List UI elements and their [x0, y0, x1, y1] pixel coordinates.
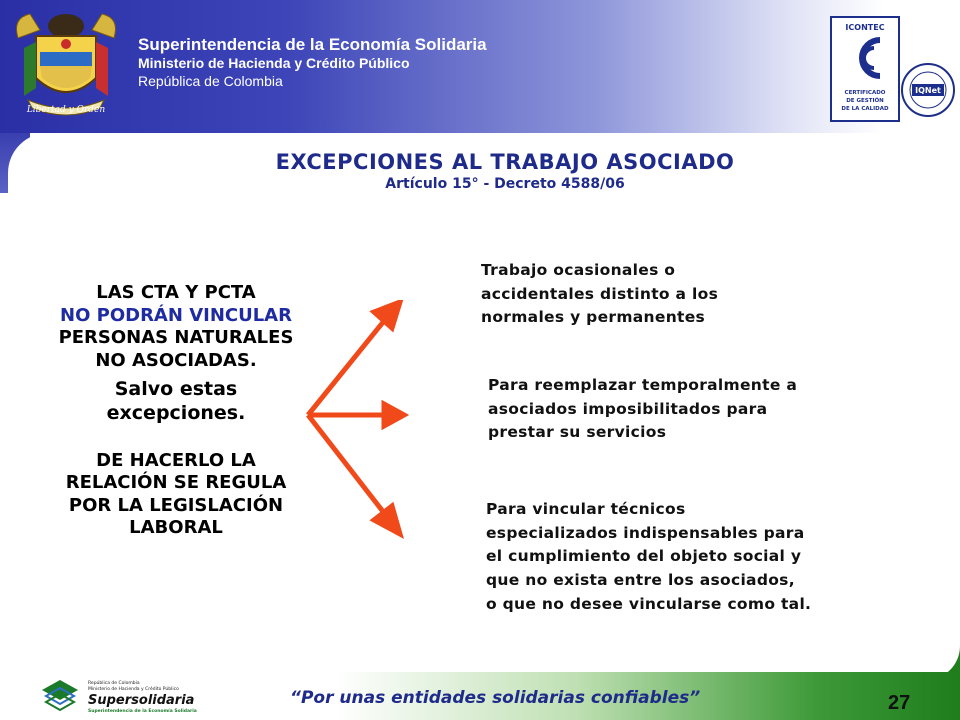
- slide-title: EXCEPCIONES AL TRABAJO ASOCIADO: [275, 150, 735, 174]
- exception-1-line: accidentales distinto a los: [481, 284, 719, 303]
- arrow-down-head: [374, 506, 400, 534]
- exception-3-line: o que no desee vincularse como tal.: [486, 594, 812, 613]
- svg-text:Supersolidaria: Supersolidaria: [88, 693, 195, 708]
- statement-conclusion: DE HACERLO LA RELACIÓN SE REGULA POR LA LEGISLACIÓN LABORAL: [65, 449, 287, 538]
- svg-text:ICONTEC: ICONTEC: [845, 23, 885, 32]
- main-statement: [46, 282, 306, 540]
- exception-2-line: asociados imposibilitados para: [488, 399, 768, 418]
- exception-3-line: Para vincular técnicos: [486, 500, 686, 518]
- arrow-middle-head: [384, 404, 404, 426]
- exception-1-line: normales y permanentes: [481, 308, 706, 327]
- exception-item-3: [486, 498, 936, 617]
- statement-highlight: NO PODRÁN VINCULAR: [60, 304, 292, 326]
- exception-item-1: [481, 259, 821, 330]
- arrow-up-head: [374, 302, 400, 328]
- exception-2-line: Para reemplazar temporalmente a: [488, 376, 798, 394]
- page-number: 27: [888, 692, 911, 714]
- iqnet-logo: [900, 62, 956, 118]
- coat-of-arms-logo: [10, 8, 122, 126]
- statement-subject: LAS CTA Y PCTA: [96, 282, 256, 303]
- exception-item-2: [488, 374, 928, 445]
- icontec-certification-logo: [830, 16, 900, 122]
- statement-exception-intro: Salvo estas excepciones.: [106, 378, 246, 424]
- svg-text:DE GESTIÓN: DE GESTIÓN: [846, 98, 884, 104]
- svg-text:CERTIFICADO: CERTIFICADO: [844, 90, 886, 96]
- supersolidaria-icon: [42, 680, 78, 710]
- organization-name-block: [138, 34, 487, 90]
- exception-1-line: Trabajo ocasionales o: [481, 261, 676, 279]
- svg-text:Libertad y Orden: Libertad y Orden: [26, 105, 106, 115]
- svg-text:Ministerio de Hacienda y Crédi: Ministerio de Hacienda y Crédito Público: [88, 687, 179, 692]
- org-ministry: Ministerio de Hacienda y Crédito Público: [138, 55, 410, 72]
- exception-3-line: el cumplimiento del objeto social y: [486, 547, 802, 566]
- exception-3-line: especializados indispensables para: [486, 523, 805, 542]
- svg-text:República de Colombia: República de Colombia: [88, 681, 140, 686]
- slide-subtitle: Artículo 15° - Decreto 4588/06: [385, 176, 625, 192]
- supersolidaria-logo: [40, 676, 220, 716]
- branch-arrows: [296, 300, 416, 540]
- svg-text:IQNet: IQNet: [915, 86, 941, 95]
- org-name: Superintendencia de la Economía Solidaria: [138, 35, 487, 54]
- org-country: República de Colombia: [138, 72, 283, 89]
- statement-object: PERSONAS NATURALES NO ASOCIADAS.: [58, 327, 294, 371]
- svg-text:Superintendencia de la Economí: Superintendencia de la Economía Solidaria: [88, 709, 197, 714]
- slide-title-block: [0, 150, 960, 192]
- arrow-up: [308, 316, 388, 415]
- exception-2-line: prestar su servicios: [488, 423, 667, 442]
- exception-3-line: que no exista entre los asociados,: [486, 571, 795, 590]
- svg-text:DE LA CALIDAD: DE LA CALIDAD: [841, 106, 889, 112]
- footer-slogan: “Por unas entidades solidarias confiables”: [290, 688, 701, 708]
- arrow-down: [308, 415, 388, 518]
